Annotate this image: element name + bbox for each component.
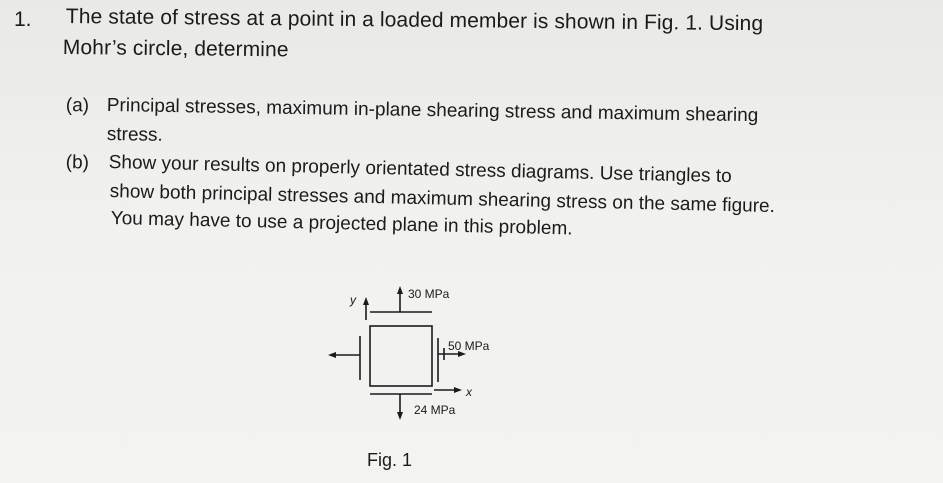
y-axis-label: y <box>350 293 356 307</box>
part-a-line-1: Principal stresses, maximum in-plane shearing stress and maximum shearing <box>106 95 759 127</box>
stress-element-figure <box>320 278 560 478</box>
question-number: 1. <box>14 8 32 31</box>
intro-line-2: Mohr’s circle, determine <box>62 36 289 62</box>
bottom-stress-arrowhead <box>397 412 403 420</box>
stress-element-square <box>370 326 432 386</box>
stress-element-diagram <box>320 278 560 478</box>
part-b-line-3: You may have to use a projected plane in this problem. <box>110 208 573 240</box>
right-stress-label: 50 MPa <box>448 339 490 353</box>
top-stress-arrowhead <box>397 286 403 294</box>
part-a-line-2: stress. <box>106 124 163 146</box>
figure-caption: Fig. 1 <box>367 450 413 470</box>
bottom-stress-label: 24 MPa <box>414 403 456 417</box>
part-a-label: (a) <box>65 95 90 117</box>
part-b-label: (b) <box>65 152 90 174</box>
y-axis-arrowhead <box>363 297 369 305</box>
x-axis-arrowhead <box>454 387 462 393</box>
part-b-line-1: Show your results on properly orientated stress diagrams. Use triangles to <box>108 152 732 188</box>
part-b-line-2: show both principal stresses and maximum shearing stress on the same figure. <box>109 181 776 218</box>
x-axis-label: x <box>466 385 472 399</box>
top-stress-label: 30 MPa <box>408 287 450 301</box>
left-stress-arrowhead <box>328 352 336 358</box>
intro-line-1: The state of stress at a point in a loaded member is shown in Fig. 1. Using <box>65 5 764 36</box>
